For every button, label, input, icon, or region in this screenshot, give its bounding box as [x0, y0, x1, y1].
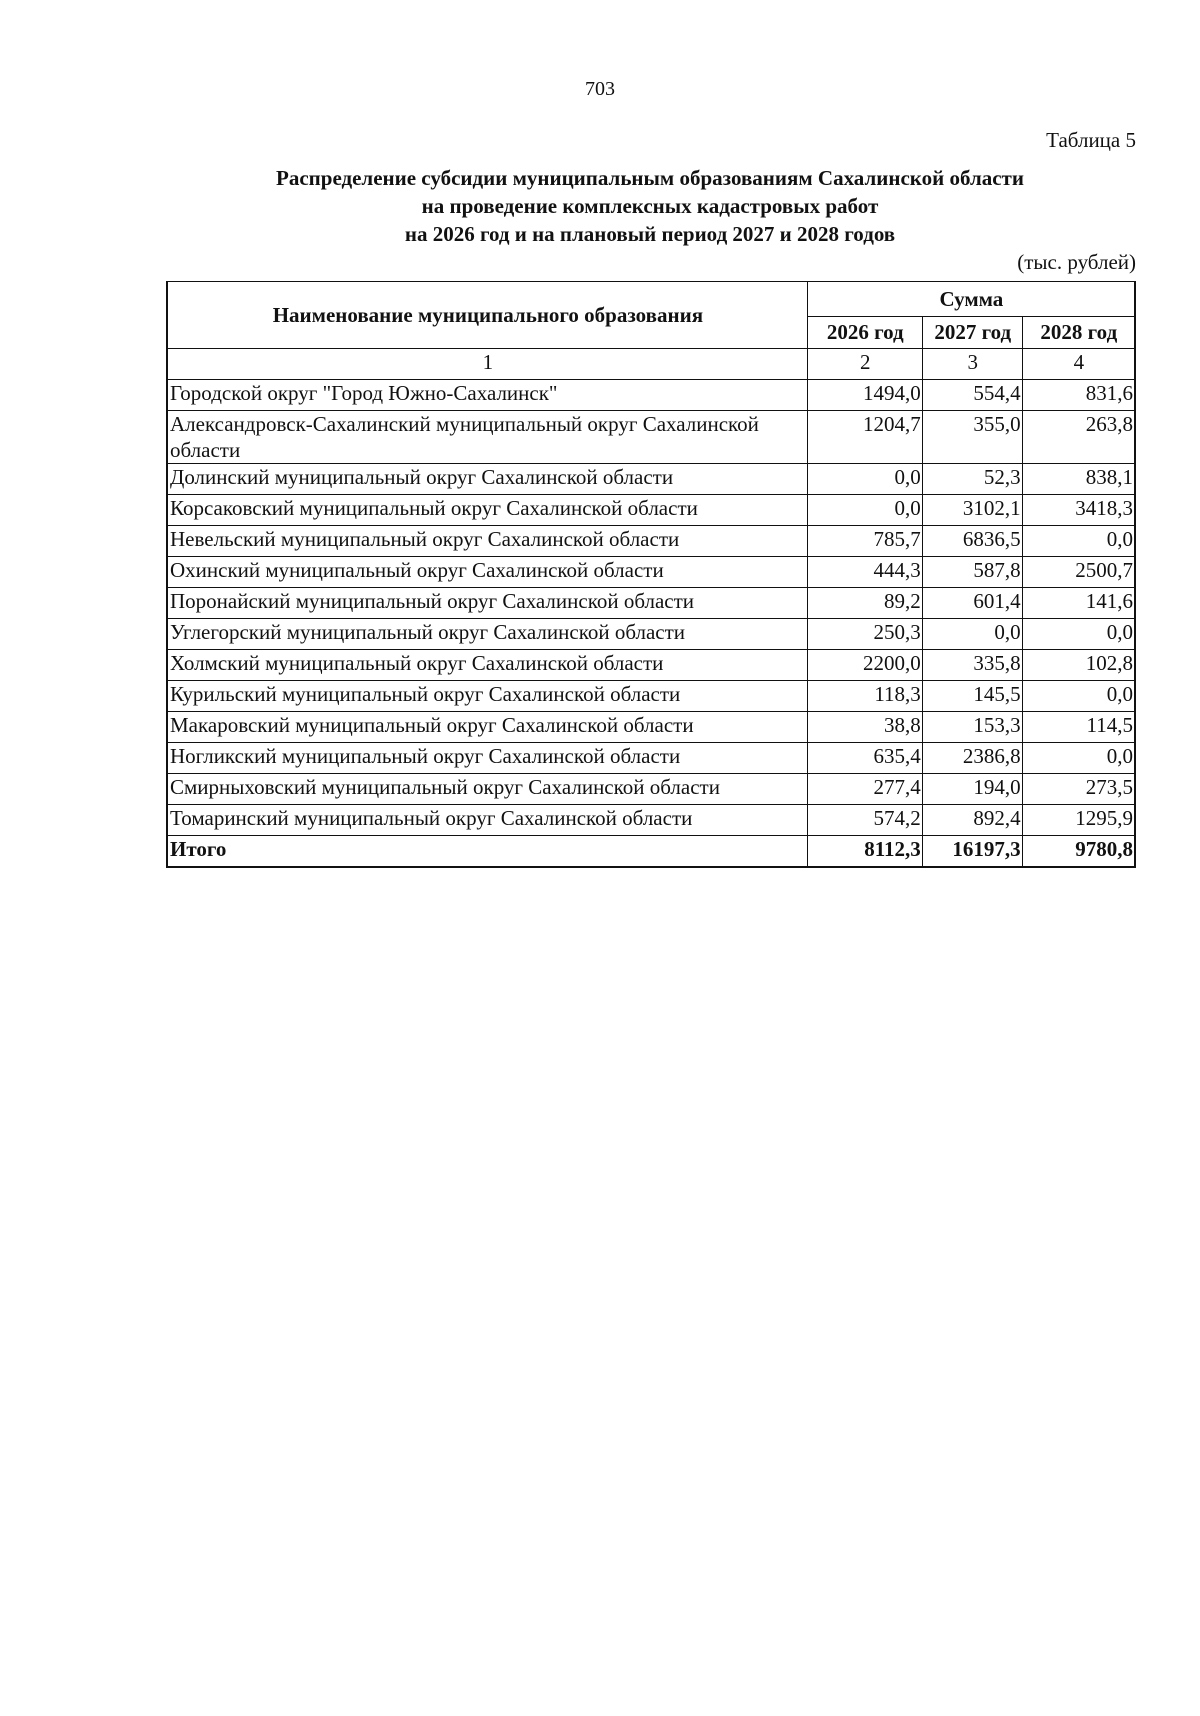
table-row [167, 411, 1135, 464]
value-2026: 38,8 [807, 712, 922, 743]
table-label: Таблица 5 [1046, 128, 1136, 152]
table-row [167, 495, 1135, 526]
value-2027: 355,0 [922, 411, 1022, 464]
page-number: 703 [585, 78, 615, 100]
value-2027: 3102,1 [922, 495, 1022, 526]
value-2026: 0,0 [807, 495, 922, 526]
municipality-name: Городской округ "Город Южно-Сахалинск" [167, 380, 807, 411]
column-number: 2 [807, 349, 922, 380]
value-2027: 587,8 [922, 557, 1022, 588]
header-year-2028: 2028 год [1022, 316, 1135, 348]
value-2028: 1295,9 [1022, 805, 1135, 836]
value-2028: 273,5 [1022, 774, 1135, 805]
municipality-name: Ногликский муниципальный округ Сахалинской области [167, 743, 807, 774]
total-2026: 8112,3 [807, 836, 922, 868]
value-2028: 263,8 [1022, 411, 1135, 464]
value-2026: 89,2 [807, 588, 922, 619]
document-title [166, 164, 1134, 248]
table-row [167, 557, 1135, 588]
municipality-name: Невельский муниципальный округ Сахалинской области [167, 526, 807, 557]
total-2027: 16197,3 [922, 836, 1022, 868]
table-row [167, 619, 1135, 650]
value-2028: 102,8 [1022, 650, 1135, 681]
header-year-2027: 2027 год [922, 316, 1022, 348]
table-row [167, 681, 1135, 712]
value-2026: 444,3 [807, 557, 922, 588]
table-row [167, 712, 1135, 743]
value-2028: 3418,3 [1022, 495, 1135, 526]
municipality-name: Углегорский муниципальный округ Сахалинской области [167, 619, 807, 650]
table-row [167, 650, 1135, 681]
value-2026: 250,3 [807, 619, 922, 650]
value-2027: 335,8 [922, 650, 1022, 681]
value-2028: 0,0 [1022, 681, 1135, 712]
header-municipality-name: Наименование муниципального образования [167, 282, 807, 349]
municipality-name: Охинский муниципальный округ Сахалинской области [167, 557, 807, 588]
municipality-name: Поронайский муниципальный округ Сахалинской области [167, 588, 807, 619]
value-2028: 0,0 [1022, 619, 1135, 650]
units-label: (тыс. рублей) [1017, 250, 1136, 274]
title-line: на проведение комплексных кадастровых работ [421, 194, 879, 218]
value-2027: 0,0 [922, 619, 1022, 650]
municipality-name: Смирныховский муниципальный округ Сахалинской области [167, 774, 807, 805]
value-2028: 0,0 [1022, 743, 1135, 774]
municipality-name: Александровск-Сахалинский муниципальный округ Сахалинской области [167, 411, 807, 464]
value-2028: 2500,7 [1022, 557, 1135, 588]
municipality-name: Курильский муниципальный округ Сахалинской области [167, 681, 807, 712]
value-2026: 635,4 [807, 743, 922, 774]
value-2026: 1204,7 [807, 411, 922, 464]
value-2026: 1494,0 [807, 380, 922, 411]
value-2028: 838,1 [1022, 464, 1135, 495]
title-line: на 2026 год и на плановый период 2027 и 2028 годов [404, 222, 896, 246]
table-row [167, 743, 1135, 774]
value-2027: 601,4 [922, 588, 1022, 619]
value-2027: 194,0 [922, 774, 1022, 805]
value-2026: 118,3 [807, 681, 922, 712]
value-2026: 2200,0 [807, 650, 922, 681]
value-2027: 554,4 [922, 380, 1022, 411]
table-row [167, 380, 1135, 411]
table-body [167, 380, 1135, 836]
subsidy-table [166, 281, 1136, 868]
value-2028: 831,6 [1022, 380, 1135, 411]
value-2026: 785,7 [807, 526, 922, 557]
value-2028: 114,5 [1022, 712, 1135, 743]
table-row [167, 774, 1135, 805]
value-2027: 6836,5 [922, 526, 1022, 557]
total-label: Итого [167, 836, 807, 868]
value-2028: 141,6 [1022, 588, 1135, 619]
header-year-2026: 2026 год [807, 316, 922, 348]
value-2027: 153,3 [922, 712, 1022, 743]
column-number: 4 [1022, 349, 1135, 380]
table-row [167, 588, 1135, 619]
header-sum: Сумма [807, 282, 1135, 317]
municipality-name: Долинский муниципальный округ Сахалинской области [167, 464, 807, 495]
column-number: 3 [922, 349, 1022, 380]
table-row [167, 526, 1135, 557]
value-2027: 2386,8 [922, 743, 1022, 774]
value-2027: 145,5 [922, 681, 1022, 712]
value-2026: 574,2 [807, 805, 922, 836]
municipality-name: Макаровский муниципальный округ Сахалинской области [167, 712, 807, 743]
table-row [167, 805, 1135, 836]
value-2027: 52,3 [922, 464, 1022, 495]
value-2027: 892,4 [922, 805, 1022, 836]
municipality-name: Томаринский муниципальный округ Сахалинской области [167, 805, 807, 836]
total-row [167, 836, 1135, 868]
total-2028: 9780,8 [1022, 836, 1135, 868]
municipality-name: Корсаковский муниципальный округ Сахалинской области [167, 495, 807, 526]
value-2026: 0,0 [807, 464, 922, 495]
municipality-name: Холмский муниципальный округ Сахалинской области [167, 650, 807, 681]
value-2028: 0,0 [1022, 526, 1135, 557]
table-row [167, 464, 1135, 495]
column-number: 1 [167, 349, 807, 380]
value-2026: 277,4 [807, 774, 922, 805]
title-line: Распределение субсидии муниципальным образованиям Сахалинской области [276, 166, 1024, 190]
